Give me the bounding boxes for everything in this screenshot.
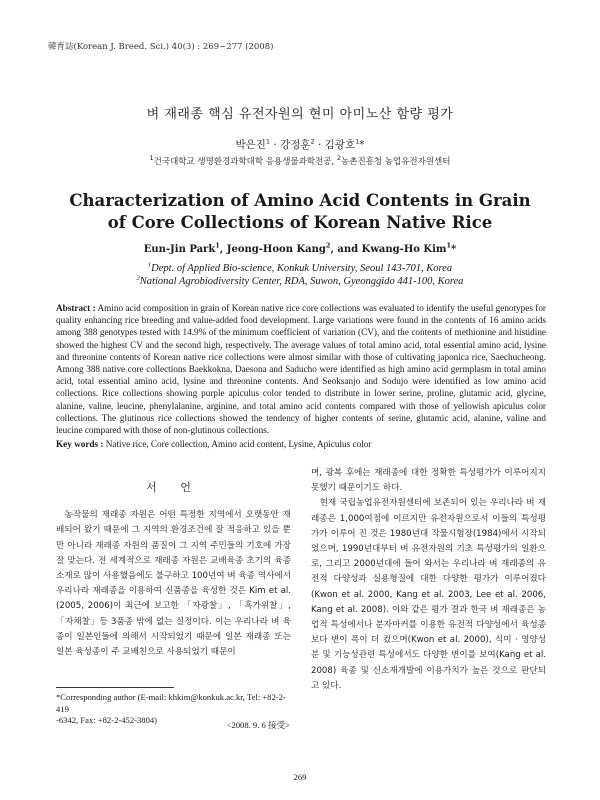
author-name: Eun-Jin Park: [143, 244, 216, 255]
english-title-line: of Core Collections of Korean Native Rice: [107, 213, 493, 232]
affiliation-marker: 2: [310, 137, 315, 146]
affiliation-marker: 2: [325, 241, 331, 250]
affiliation-marker: 2: [336, 154, 342, 163]
running-head: 韓育誌(Korean J. Breed. Sci.) 40(3) : 269~277 (2008): [48, 42, 274, 52]
english-title-line: Characterization of Amino Acid Contents in Grain: [69, 191, 531, 210]
abstract-label: Abstract :: [56, 303, 96, 313]
affiliation-marker: 1: [149, 154, 154, 163]
section-heading: 서 언: [146, 481, 201, 494]
english-affiliations: [0, 262, 600, 288]
english-title: [0, 190, 600, 234]
korean-affiliations: [0, 155, 600, 167]
affiliation-text: 건국대학교 생명환경과학대학 응용생물과학전공,: [153, 157, 337, 167]
keywords-label: Key words :: [56, 439, 104, 449]
affiliation-marker: 1: [355, 137, 360, 146]
keywords-text: Native rice, Core collection, Amino acid content, Lysine, Apiculus color: [105, 439, 372, 449]
affiliation-marker: 1: [265, 137, 271, 146]
page-number: 269: [293, 772, 307, 782]
korean-title: 벼 재래종 핵심 유전자원의 현미 아미노산 함량 평가: [146, 107, 454, 122]
author-name: , Jeong-Hoon Kang: [219, 244, 326, 255]
received-date: <2008. 9. 6 接受>: [226, 720, 290, 730]
body-paragraph: 며, 광복 후에는 재래종에 대한 정확한 특성평가가 이루어지지 못했기 때문이기도 하다.: [311, 468, 546, 494]
author-name: · 강정훈: [270, 139, 311, 151]
footnote-line: *Corresponding author (E-mail: khkim@konkuk.ac.kr, Tel: +82-2-419: [56, 692, 286, 714]
affiliation-marker: 1: [147, 261, 152, 269]
english-authors: [0, 241, 600, 255]
body-paragraph: 농작물의 재래종 자원은 어떤 특정한 지역에서 오랫동안 재배되어 왔기 때문에 그 지역의 환경조건에 잘 적응하고 있을 뿐만 아니라 재래종 자원의 품질이 그 지역 주민들의 기호에 가장 잘 맞는다. 전 세계적으로 재래종 자원은 교배육종 초기의 육종소재로 많이 사용했음에도 불구하고 100년여 벼 육종 역사에서 우리나라 재래종을 이용하여 신품종을 육성한 것은 Kim et al.(2005, 2006)이 최근에 보고한 「자광찰」, 「흑가위찰」, 「자채찰」등 3품종 밖에 없는 실정이다. 이는 우리나라 벼 육종이 일본인들에 의해서 시작되었기 때문에 일본 재래종 또는 일본 육성종이 주 교배친으로 사용되었기 때문이: [56, 510, 291, 658]
footnote-divider: [56, 687, 174, 688]
affiliation-text: 농촌진흥청 농업유전자원센터: [341, 157, 451, 167]
affiliation-line: [0, 275, 600, 288]
author-name: 박은진: [235, 139, 266, 151]
abstract-text: Amino acid composition in grain of Korean native rice core collections was evaluated to identify the useful genotypes for quality enhancing rice breeding and value-added food development. Large variations were found in the contents of 16 amino acids among 388 genotypes tested with 14.9% of the minimum coefficient of variation (CV), and the contents of methionine and histidine showed the highest CV and the second high, respectively. The average values of total amino acid, total essential amino acid, lysine and threonine contents of Korean native rice collections were almost similar with those of cultivating japonica rice, Saechucheong. Among 388 native core collections Baekkokna, Daesona and Saducho were identified as high amino acid germplasm in total amino acid, total essential amino acid, lysine and threonine contents. And Seoksanjo and Sodujo were identified as low amino acid collections. Rice collections showing purple apiculus color tended to distribute in lower serine, proline, glutamic acid, glycine, alanine, valine, leucine, phenylalanine, arginine, and total amino acid contents compared with those of yellowish apiculus color collections. The glutinous rice collections showed the tendency of higher contents of serine, glutamic acid, alanine, valine and leucine compared with those of non-glutinous collections.: [56, 303, 546, 436]
affiliation-marker: 1: [215, 241, 220, 250]
left-column: [56, 466, 291, 660]
right-column: [311, 466, 546, 694]
footnote-line: -6342, Fax: +82-2-452-3804): [56, 715, 158, 725]
author-name: , and Kwang-Ho Kim: [330, 244, 447, 255]
affiliation-marker: 1: [446, 241, 452, 250]
body-paragraph: 현재 국립농업유전자원센터에 보존되어 있는 우리나라 벼 재래종은 1,000여점에 이르지만 유전자원으로서 이들의 특성평가가 이루어 진 것은 1980년대 작물시험장(1984)에서 시작되었으며, 1990년대부터 벼 유전자원의 기초 특성평가의 일환으로, 그리고 2000년대에 들어 와서는 우리나라 벼 재래종의 유전적 다양성과 실용형질에 대한 다양한 평가가 이루어졌다(Kwon et al. 2000, Kang et al. 2003, Lee et al. 2006, Kang et al. 2008). 이와 같은 평가 결과 한국 벼 재래종은 농업적 특성에서나 분자마커를 이용한 유전적 다양성에서 육성종보다 변이 폭이 더 컸으며(Kwon et al. 2000), 식미 · 영양성분 및 기능성관련 특성에서도 다양한 변이를 보여(Kang et al. 2008) 육종 및 신소재개발에 이용가치가 높은 것으로 판단되고 있다.: [311, 498, 546, 691]
affiliation-text: National Agrobiodiversity Center, RDA, Suwon, Gyeonggido 441-100, Korea: [139, 276, 464, 287]
korean-authors: [0, 137, 600, 152]
abstract: [56, 302, 546, 436]
corresponding-marker: *: [451, 244, 457, 255]
author-name: · 김광호: [314, 139, 356, 151]
keywords: [56, 439, 546, 449]
affiliation-text: Dept. of Applied Bio-science, Konkuk University, Seoul 143-701, Korea: [151, 263, 453, 274]
corresponding-marker: *: [359, 139, 365, 151]
affiliation-line: [0, 262, 600, 275]
affiliation-marker: 2: [136, 274, 140, 282]
